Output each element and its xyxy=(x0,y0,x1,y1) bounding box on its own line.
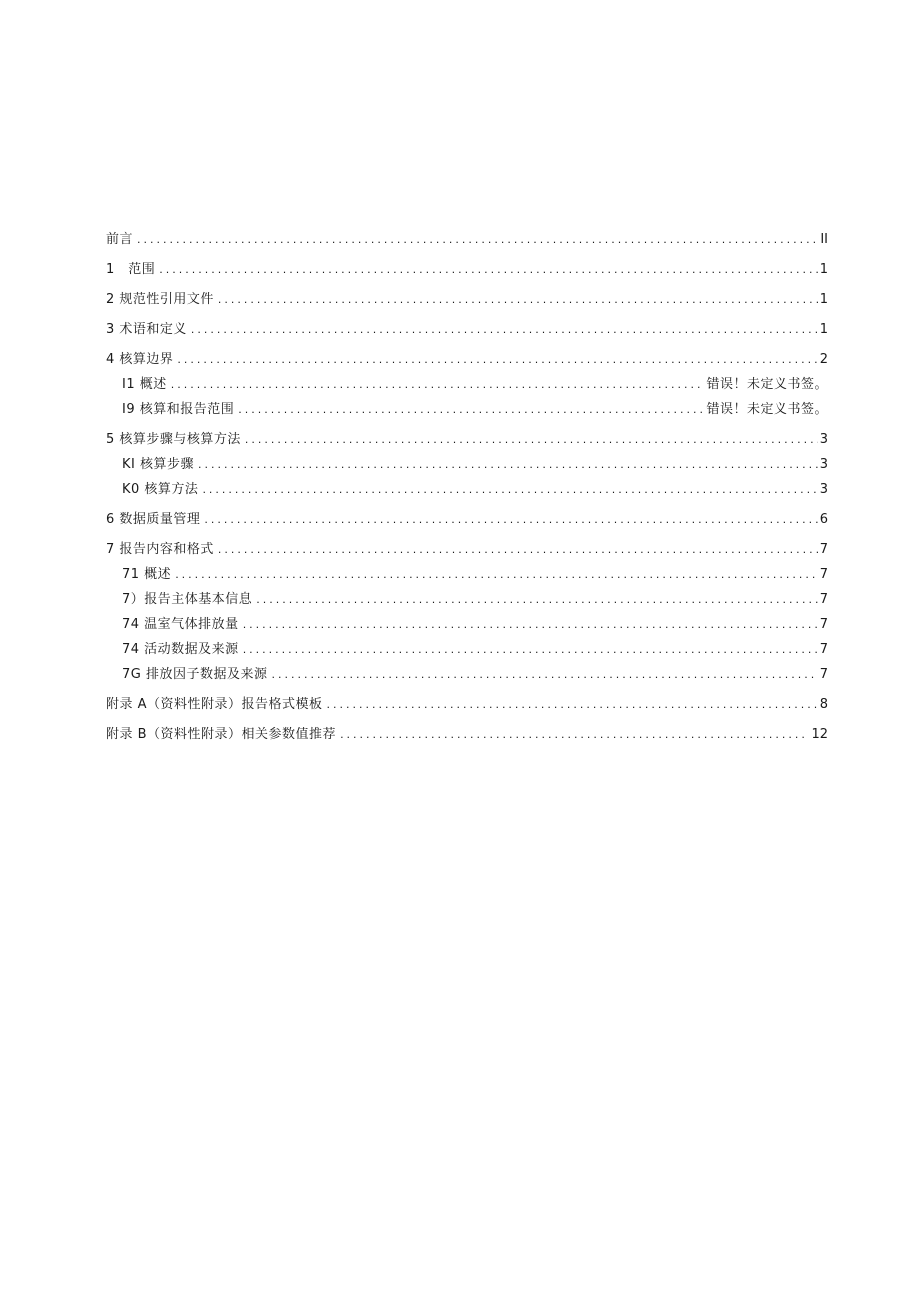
toc-entry[interactable] xyxy=(106,696,828,714)
dot-leader xyxy=(245,431,818,449)
dot-leader xyxy=(177,351,817,369)
toc-entry-title: 7G 排放因子数据及来源 xyxy=(122,667,268,682)
toc-entry[interactable] xyxy=(106,726,828,744)
toc-entry-page: 7 xyxy=(819,617,828,632)
dot-leader xyxy=(271,666,817,684)
toc-entry-title: I9 核算和报告范围 xyxy=(122,402,235,417)
toc-entry[interactable] xyxy=(106,401,828,419)
dot-leader xyxy=(340,726,809,744)
toc-entry-page: 7 xyxy=(819,667,828,682)
toc-entry-page: 7 xyxy=(819,542,828,557)
toc-entry-title: 前言 xyxy=(106,232,134,247)
dot-leader xyxy=(204,511,817,529)
toc-entry-title: 74 温室气体排放量 xyxy=(122,617,239,632)
dot-leader xyxy=(218,541,818,559)
toc-entry-title: 7 报告内容和格式 xyxy=(106,542,214,557)
toc-entry-title: KI 核算步骤 xyxy=(122,457,194,472)
dot-leader xyxy=(159,261,817,279)
toc-entry-page: 错误！未定义书签。 xyxy=(706,377,828,392)
dot-leader xyxy=(137,231,818,249)
toc-entry-page: 7 xyxy=(819,642,828,657)
toc-entry[interactable] xyxy=(106,231,828,249)
toc-entry-page: 1 xyxy=(819,322,828,337)
toc-entry-title: 附录 A（资料性附录）报告格式模板 xyxy=(106,697,323,712)
toc-entry[interactable] xyxy=(106,431,828,449)
toc-entry-page: 1 xyxy=(819,292,828,307)
dot-leader xyxy=(256,591,817,609)
toc-entry-title: 1 范围 xyxy=(106,262,156,277)
dot-leader xyxy=(243,641,818,659)
toc-entry[interactable] xyxy=(106,511,828,529)
toc-entry-page: 2 xyxy=(819,352,828,367)
toc-entry-page: 3 xyxy=(819,482,828,497)
toc-entry-title: 5 核算步骤与核算方法 xyxy=(106,432,241,447)
toc-entry[interactable] xyxy=(106,321,828,339)
toc-entry[interactable] xyxy=(106,591,828,609)
toc-entry[interactable] xyxy=(106,616,828,634)
toc-entry[interactable] xyxy=(106,541,828,559)
toc-entry-title: 3 术语和定义 xyxy=(106,322,187,337)
dot-leader xyxy=(238,401,704,419)
toc-entry-page: 12 xyxy=(811,727,828,742)
toc-entry-page: 6 xyxy=(819,512,828,527)
toc-entry-title: 附录 B（资料性附录）相关参数值推荐 xyxy=(106,727,337,742)
toc-entry[interactable] xyxy=(106,481,828,499)
toc-entry-title: 74 活动数据及来源 xyxy=(122,642,239,657)
toc-entry-page: 错误！未定义书签。 xyxy=(706,402,828,417)
toc-entry-title: I1 概述 xyxy=(122,377,167,392)
toc-entry[interactable] xyxy=(106,641,828,659)
dot-leader xyxy=(327,696,818,714)
toc-entry-page: 7 xyxy=(819,592,828,607)
toc-entry-page: 3 xyxy=(819,457,828,472)
toc-entry-title: 7）报告主体基本信息 xyxy=(122,592,253,607)
dot-leader xyxy=(218,291,818,309)
toc-entry[interactable] xyxy=(106,566,828,584)
dot-leader xyxy=(175,566,818,584)
table-of-contents xyxy=(106,231,828,744)
toc-entry-title: K0 核算方法 xyxy=(122,482,199,497)
toc-entry[interactable] xyxy=(106,291,828,309)
dot-leader xyxy=(171,376,705,394)
dot-leader xyxy=(243,616,818,634)
toc-entry-title: 4 核算边界 xyxy=(106,352,174,367)
dot-leader xyxy=(198,456,818,474)
toc-entry-title: 71 概述 xyxy=(122,567,172,582)
toc-entry[interactable] xyxy=(106,456,828,474)
toc-entry[interactable] xyxy=(106,376,828,394)
toc-entry[interactable] xyxy=(106,261,828,279)
toc-entry[interactable] xyxy=(106,351,828,369)
toc-entry[interactable] xyxy=(106,666,828,684)
toc-entry-title: 2 规范性引用文件 xyxy=(106,292,214,307)
dot-leader xyxy=(202,481,817,499)
dot-leader xyxy=(191,321,818,339)
toc-entry-page: 8 xyxy=(819,697,828,712)
toc-entry-page: 1 xyxy=(819,262,828,277)
toc-entry-page: 3 xyxy=(819,432,828,447)
toc-entry-page: 7 xyxy=(819,567,828,582)
toc-entry-page: II xyxy=(820,232,828,247)
toc-entry-title: 6 数据质量管理 xyxy=(106,512,201,527)
